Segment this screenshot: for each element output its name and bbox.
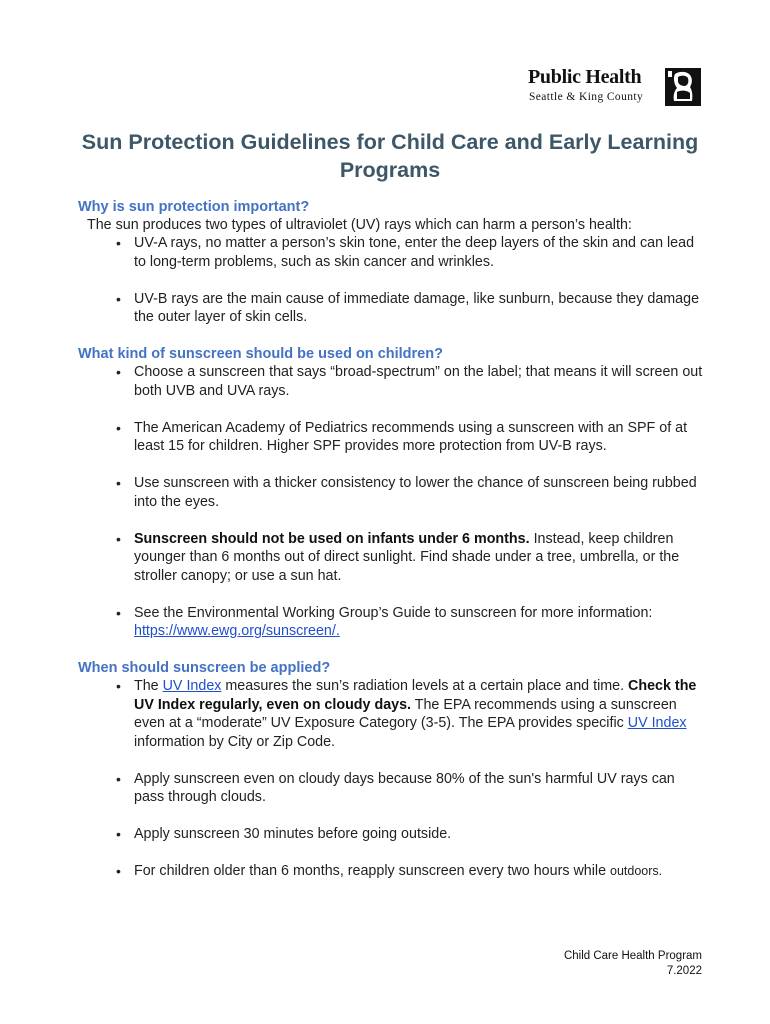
footer bbox=[564, 949, 702, 979]
list-item bbox=[78, 604, 708, 641]
list-item bbox=[78, 862, 708, 881]
text-fragment: The EPA recommends using a sunscreen even at a “moderate” UV Exposure Category (3-5). The EPA provides specific bbox=[134, 696, 677, 731]
footer-program: Child Care Health Program bbox=[563, 950, 702, 962]
section-heading-when: When should sunscreen be applied? bbox=[78, 660, 331, 676]
infant-warning: Sunscreen should not be used on infants under 6 months. bbox=[134, 530, 530, 547]
list-item: • UV-B rays are the main cause of immediate damage, like sunburn, because they damage the outer layer of skin cells. bbox=[78, 290, 708, 327]
ewg-text: See the Environmental Working Group’s Guide to sunscreen for more information: bbox=[134, 604, 653, 621]
kind-list bbox=[78, 363, 708, 641]
king-portrait-icon bbox=[665, 68, 701, 106]
list-item: • Use sunscreen with a thicker consistency to lower the chance of sunscreen being rubbed into the eyes. bbox=[78, 474, 708, 511]
uv-index-link-2[interactable]: UV Index bbox=[627, 715, 687, 731]
list-item bbox=[78, 677, 708, 751]
ewg-link[interactable]: https://www.ewg.org/sunscreen/ bbox=[134, 623, 336, 639]
footer-date: 7.2022 bbox=[666, 965, 702, 977]
document-body bbox=[78, 198, 708, 881]
why-intro: The sun produces two types of ultraviolet (UV) rays which can harm a person’s health: bbox=[87, 217, 632, 233]
text-fragment: For children older than 6 months, reapply sunscreen every two hours while bbox=[134, 863, 611, 879]
section-heading-why: Why is sun protection important? bbox=[78, 199, 310, 215]
when-list bbox=[78, 677, 708, 881]
list-item: • Choose a sunscreen that says “broad-spectrum” on the label; that means it will screen out both UVB and UVA rays. bbox=[78, 363, 708, 400]
list-item bbox=[78, 530, 708, 586]
list-item: • Apply sunscreen even on cloudy days because 80% of the sun's harmful UV rays can pass through clouds. bbox=[78, 770, 708, 807]
text-fragment: measures the sun’s radiation levels at a certain place and time. bbox=[221, 678, 629, 694]
why-list bbox=[78, 234, 708, 327]
text-fragment: The bbox=[134, 678, 163, 694]
ewg-link-period: . bbox=[335, 623, 340, 639]
public-health-logo bbox=[528, 66, 704, 108]
text-fragment: information by City or Zip Code. bbox=[134, 733, 336, 750]
list-item: • Apply sunscreen 30 minutes before going outside. bbox=[78, 825, 708, 844]
logo-subtitle: Seattle & King County bbox=[529, 91, 644, 103]
list-item: • UV-A rays, no matter a person’s skin tone, enter the deep layers of the skin and can lead to long-term problems, such as skin cancer and wrinkles. bbox=[78, 234, 708, 271]
logo-title: Public Health bbox=[528, 66, 642, 88]
list-item: • The American Academy of Pediatrics recommends using a sunscreen with an SPF of at least 15 for children. Higher SPF provides more protection from UV-B rays. bbox=[78, 419, 708, 456]
uv-index-link[interactable]: UV Index bbox=[162, 678, 222, 694]
check-uv-bold: Check the UV Index regularly, even on cloudy days. bbox=[134, 678, 697, 713]
infant-warning-detail: Instead, keep children younger than 6 months out of direct sunlight. Find shade under a tree, umbrella, or the stroller canopy; or use a sun hat. bbox=[134, 530, 680, 584]
section-heading-kind: What kind of sunscreen should be used on children? bbox=[78, 346, 443, 362]
page-title: Sun Protection Guidelines for Child Care and Early Learning Programs bbox=[81, 130, 699, 182]
text-fragment: outdoors. bbox=[610, 864, 663, 878]
